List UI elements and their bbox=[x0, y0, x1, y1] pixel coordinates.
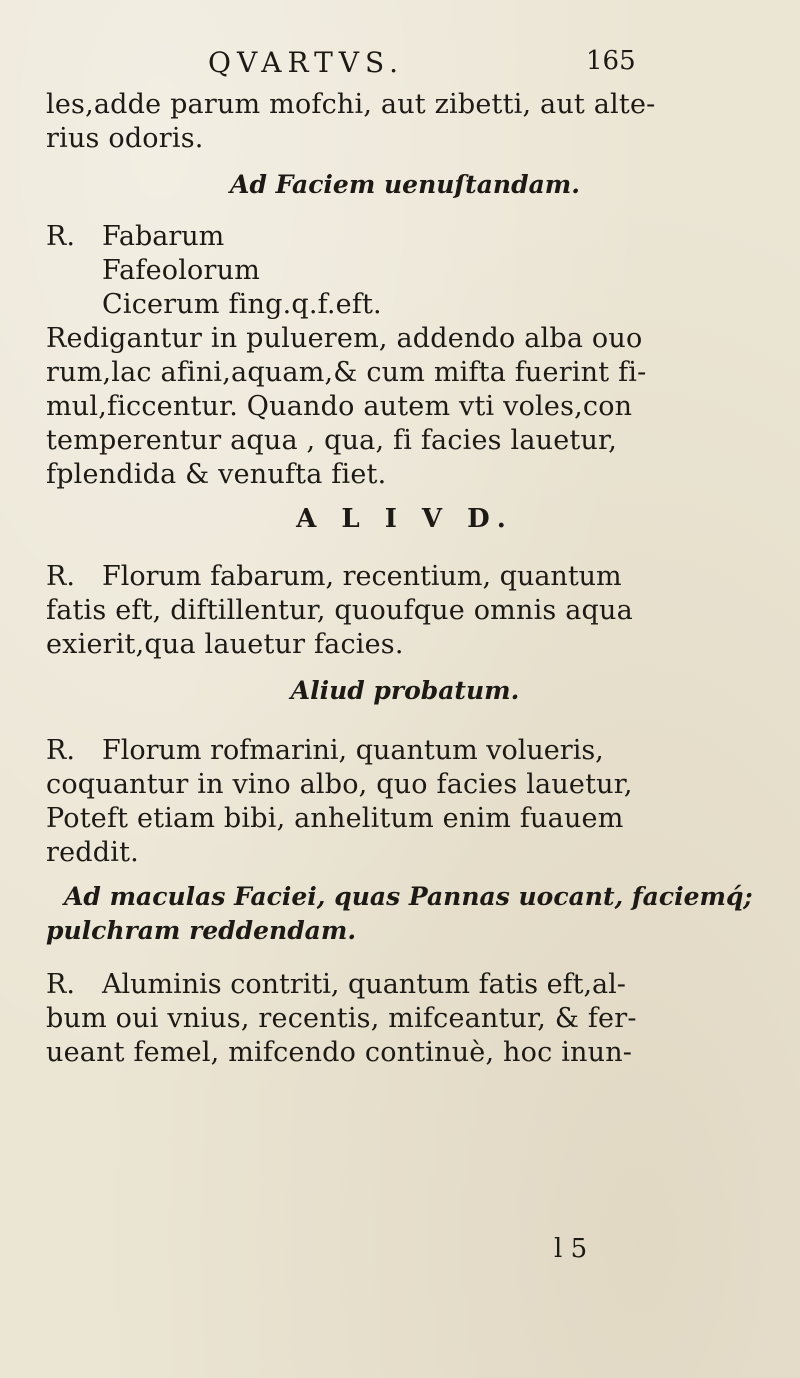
text-line: temperentur aqua , qua, fi facies lauetur, bbox=[46, 425, 617, 456]
text-line: ueant femel, mifcendo continuè, hoc inun- bbox=[46, 1037, 633, 1068]
recipe-symbol: R. bbox=[46, 735, 75, 766]
text-line: les,adde parum mofchi, aut zibetti, aut alte- bbox=[46, 89, 656, 120]
section-heading-continued: pulchram reddendam. bbox=[46, 916, 357, 945]
text-line: rum,lac afini,aquam,& cum mifta fuerint fi- bbox=[46, 357, 647, 388]
ingredient-text: Fabarum bbox=[102, 221, 225, 252]
ingredient-text: Fafeolorum bbox=[102, 255, 261, 286]
text-line: reddit. bbox=[46, 837, 139, 868]
text-line: Poteft etiam bibi, anhelitum enim fuauem bbox=[46, 803, 624, 834]
recipe-symbol: R. bbox=[46, 561, 75, 592]
recipe-line bbox=[46, 560, 764, 594]
ingredient-text: Cicerum fing.q.f.eft. bbox=[102, 289, 382, 320]
text-line: mul,ficcentur. Quando autem vti voles,con bbox=[46, 391, 633, 422]
page-text bbox=[46, 38, 764, 1264]
section-heading: Ad maculas Faciei, quas Pannas uocant, faciemq́; bbox=[64, 882, 753, 911]
text-line: coquantur in vino albo, quo facies lauetur, bbox=[46, 769, 633, 800]
recipe-symbol: R. bbox=[46, 221, 75, 252]
section-heading: Aliud probatum. bbox=[290, 676, 520, 705]
recipe-line bbox=[46, 734, 764, 768]
recipe-text: Florum rofmarini, quantum volueris, bbox=[102, 735, 604, 766]
text-line: rius odoris. bbox=[46, 123, 204, 154]
section-heading: A L I V D. bbox=[296, 504, 514, 534]
recipe-text: Florum fabarum, recentium, quantum bbox=[102, 561, 622, 592]
page-number: 165 bbox=[586, 46, 636, 76]
running-head bbox=[46, 38, 764, 88]
signature-mark: l 5 bbox=[554, 1234, 588, 1264]
text-line: Redigantur in puluerem, addendo alba ouo bbox=[46, 323, 643, 354]
text-line: fplendida & venufta fiet. bbox=[46, 459, 387, 490]
text-line: bum oui vnius, recentis, mifceantur, & fer- bbox=[46, 1003, 637, 1034]
text-line: fatis eft, diftillentur, quoufque omnis aqua bbox=[46, 595, 633, 626]
section-heading: Ad Faciem uenuſtandam. bbox=[230, 170, 580, 199]
text-line: exierit,qua lauetur facies. bbox=[46, 629, 404, 660]
running-head-title: QVARTVS. bbox=[208, 46, 405, 79]
recipe-ingredient bbox=[46, 220, 764, 254]
recipe-line bbox=[46, 968, 764, 1002]
recipe-text: Aluminis contriti, quantum fatis eft,al- bbox=[102, 969, 626, 1000]
recipe-symbol: R. bbox=[46, 969, 75, 1000]
